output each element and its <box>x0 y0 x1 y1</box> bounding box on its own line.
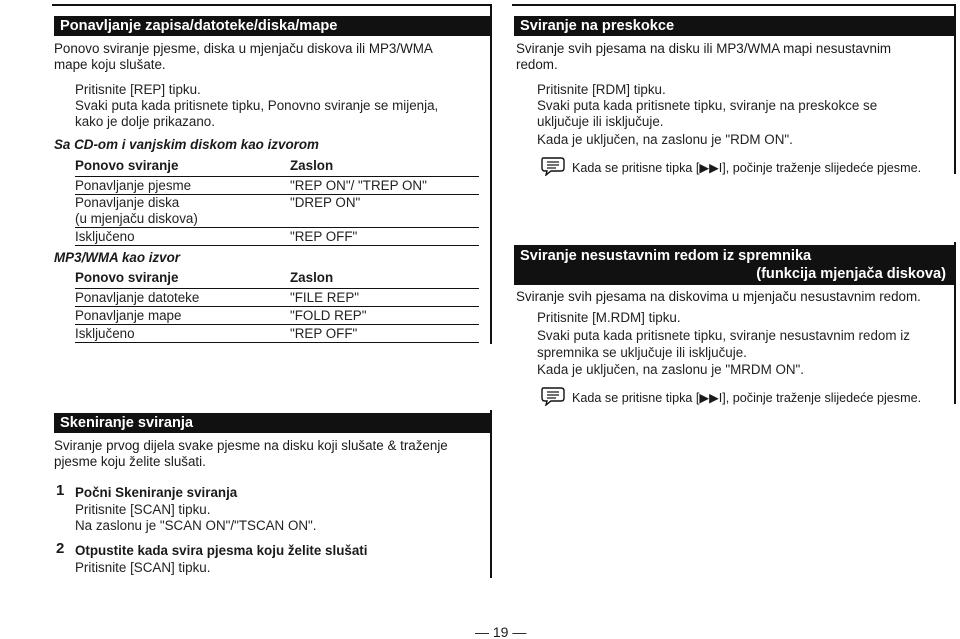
mp3-row-1-display: "FILE REP" <box>290 290 360 305</box>
cd-row-2-mode: Ponavljanje diska <box>75 195 180 210</box>
cd-row-3-display: "REP OFF" <box>290 229 358 244</box>
cd-row-2-mode-line2: (u mjenjaču diskova) <box>75 211 198 226</box>
cd-table-rule <box>75 245 479 246</box>
page-number: — 19 — <box>475 624 527 639</box>
note-icon <box>540 156 566 176</box>
mp3-source-heading: MP3/WMA kao izvor <box>54 250 180 265</box>
magazine-random-note: Kada se pritisne tipka [▶▶I], počinje traženje slijedeće pjesme. <box>572 391 922 405</box>
section-header-magazine-random <box>514 245 954 285</box>
magazine-random-desc-2: spremnika se uključuje ili isključuje. <box>537 345 747 360</box>
mp3-table-rule <box>75 288 479 289</box>
mp3-row-2-mode: Ponavljanje mape <box>75 308 182 323</box>
step-1-line-1: Pritisnite [SCAN] tipku. <box>75 502 211 517</box>
right-column-rule <box>954 4 956 174</box>
random-desc-2: uključuje ili isključuje. <box>537 114 664 129</box>
random-on-display: Kada je uključen, na zaslonu je "RDM ON". <box>537 132 793 147</box>
repeat-desc-2: kako je dolje prikazano. <box>75 114 215 129</box>
mp3-row-2-display: "FOLD REP" <box>290 308 367 323</box>
step-number-2: 2 <box>56 540 65 557</box>
random-desc-1: Svaki puta kada pritisnete tipku, sviranje na preskokce se <box>537 98 878 113</box>
step-2-line-1: Pritisnite [SCAN] tipku. <box>75 560 211 575</box>
right-column-rule-lower <box>954 242 956 404</box>
magazine-random-on-display: Kada je uključen, na zaslonu je "MRDM ON". <box>537 362 805 377</box>
cd-source-heading: Sa CD-om i vanjskim diskom kao izvorom <box>54 137 319 152</box>
repeat-intro-1: Ponovo sviranje pjesme, diska u mjenjaču diskova ili MP3/WMA <box>54 41 433 56</box>
mp3-row-1-mode: Ponavljanje datoteke <box>75 290 200 305</box>
scan-intro-2: pjesme koju želite slušati. <box>54 454 206 469</box>
note-icon <box>540 386 566 406</box>
mp3-table-col-display: Zaslon <box>290 270 334 285</box>
mp3-table-rule <box>75 342 479 343</box>
magazine-random-press: Pritisnite [M.RDM] tipku. <box>537 310 681 325</box>
cd-table-rule <box>75 176 479 177</box>
cd-row-2-display: "DREP ON" <box>290 195 361 210</box>
top-rule-left <box>52 4 492 6</box>
section-header-repeat: Ponavljanje zapisa/datoteke/diska/mape <box>54 16 490 36</box>
magazine-random-title-line-2: (funkcija mjenjača diskova) <box>756 266 946 282</box>
mp3-table-col-mode: Ponovo sviranje <box>75 270 179 285</box>
mp3-row-3-mode: Isključeno <box>75 326 135 341</box>
repeat-press: Pritisnite [REP] tipku. <box>75 82 201 97</box>
random-intro-1: Sviranje svih pjesama na disku ili MP3/WMA mapi nesustavnim <box>516 41 892 56</box>
step-number-1: 1 <box>56 482 65 499</box>
cd-row-3-mode: Isključeno <box>75 229 135 244</box>
repeat-intro-2: mape koju slušate. <box>54 57 166 72</box>
random-press: Pritisnite [RDM] tipku. <box>537 82 666 97</box>
left-column-rule <box>490 4 492 344</box>
step-2-title: Otpustite kada svira pjesma koju želite slušati <box>75 543 368 558</box>
cd-table-col-display: Zaslon <box>290 158 334 173</box>
cd-table-col-mode: Ponovo sviranje <box>75 158 179 173</box>
section-header-random: Sviranje na preskokce <box>514 16 954 36</box>
random-intro-2: redom. <box>516 57 558 72</box>
repeat-desc-1: Svaki puta kada pritisnete tipku, Ponovno sviranje se mijenja, <box>75 98 439 113</box>
mp3-row-3-display: "REP OFF" <box>290 326 358 341</box>
cd-row-1-display: "REP ON"/ "TREP ON" <box>290 178 427 193</box>
random-note: Kada se pritisne tipka [▶▶I], počinje traženje slijedeće pjesme. <box>572 161 922 175</box>
magazine-random-title-line-1: Sviranje nesustavnim redom iz spremnika <box>520 248 812 264</box>
top-rule-right <box>512 4 956 6</box>
left-column-rule-lower <box>490 410 492 578</box>
step-1-title: Počni Skeniranje sviranja <box>75 485 238 500</box>
step-1-line-2: Na zaslonu je "SCAN ON"/"TSCAN ON". <box>75 518 317 533</box>
magazine-random-intro: Sviranje svih pjesama na diskovima u mjenjaču nesustavnim redom. <box>516 289 921 304</box>
mp3-table-rule <box>75 306 479 307</box>
magazine-random-desc-1: Svaki puta kada pritisnete tipku, sviranje nesustavnim redom iz <box>537 328 910 343</box>
scan-intro-1: Sviranje prvog dijela svake pjesme na disku koji slušate & traženje <box>54 438 448 453</box>
mp3-table-rule <box>75 324 479 325</box>
cd-row-1-mode: Ponavljanje pjesme <box>75 178 192 193</box>
section-header-scan: Skeniranje sviranja <box>54 413 490 433</box>
cd-table-rule <box>75 227 479 228</box>
